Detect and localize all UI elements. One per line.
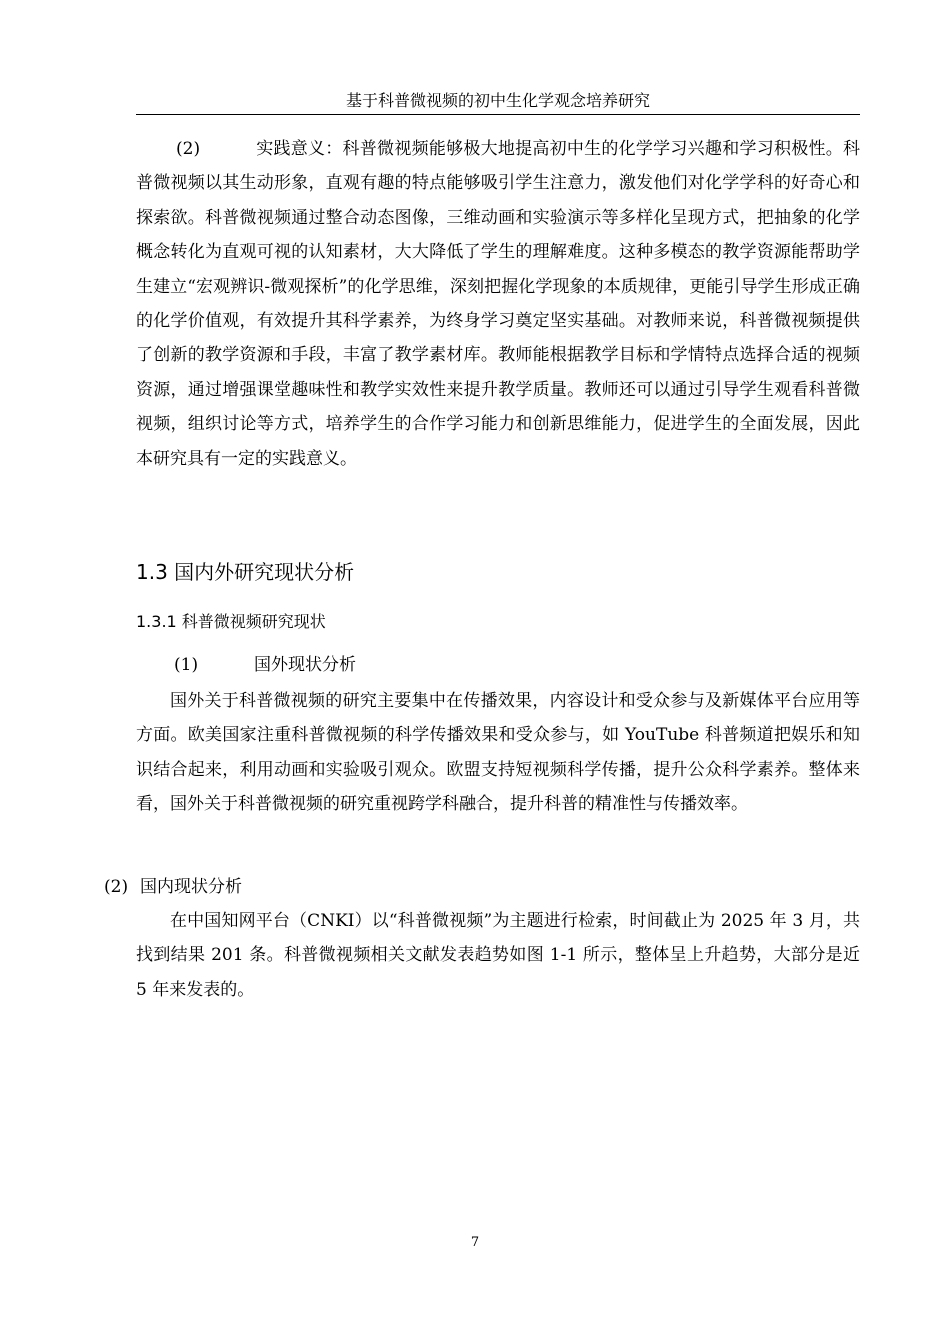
- page-number: 7: [470, 1235, 480, 1250]
- domestic-status-item: [104, 875, 242, 899]
- foreign-status-item: [174, 653, 356, 677]
- document-title: 基于科普微视频的初中生化学观念培养研究: [345, 91, 650, 110]
- list-number-domestic: (2): [104, 877, 129, 897]
- domestic-status-paragraph: 在中国知网平台（CNKI）以“科普微视频”为主题进行检索，时间截止为 2025 年 3 月，共找到结果 201 条。科普微视频相关文献发表趋势如图 1-1 所示，整体呈上升趋势，大部分是近 5 年来发表的。: [136, 911, 860, 1000]
- page-header: [136, 88, 860, 115]
- practical-significance-text: 实践意义：科普微视频能够极大地提高初中生的化学学习兴趣和学习积极性。科普微视频以其生动形象，直观有趣的特点能够吸引学生注意力，激发他们对化学学科的好奇心和探索欲。科普微视频通过整合动态图像，三维动画和实验演示等多样化呈现方式，把抽象的化学概念转化为直观可视的认知素材，大大降低了学生的理解难度。这种多模态的教学资源能帮助学生建立“宏观辨识-微观探析”的化学思维，深刻把握化学现象的本质规律，更能引导学生形成正确的化学价值观，有效提升其科学素养，为终身学习奠定坚实基础。对教师来说，科普微视频提供了创新的教学资源和手段，丰富了教学素材库。教师能根据教学目标和学情特点选择合适的视频资源，通过增强课堂趣味性和教学实效性来提升教学质量。教师还可以通过引导学生观看科普微视频，组织讨论等方式，培养学生的合作学习能力和创新思维能力，促进学生的全面发展，因此本研究具有一定的实践意义。: [136, 139, 860, 469]
- domestic-status-label: 国内现状分析: [140, 877, 242, 897]
- practical-significance-paragraph: [136, 132, 860, 476]
- list-number-practical: (2): [176, 139, 201, 159]
- section-heading-1-3-1: 1.3.1 科普微视频研究现状: [136, 612, 326, 631]
- foreign-status-paragraph: 国外关于科普微视频的研究主要集中在传播效果，内容设计和受众参与及新媒体平台应用等方面。欧美国家注重科普微视频的科学传播效果和受众参与，如 YouTube 科普频道把娱乐和知识结合起来，利用动画和实验吸引观众。欧盟支持短视频科学传播，提升公众科学素养。整体来看，国外关于科普微视频的研究重视跨学科融合，提升科普的精准性与传播效率。: [136, 691, 860, 815]
- list-number-foreign: (1): [174, 655, 199, 675]
- section-heading-1-3: 1.3 国内外研究现状分析: [136, 560, 355, 584]
- foreign-status-label: 国外现状分析: [254, 655, 356, 675]
